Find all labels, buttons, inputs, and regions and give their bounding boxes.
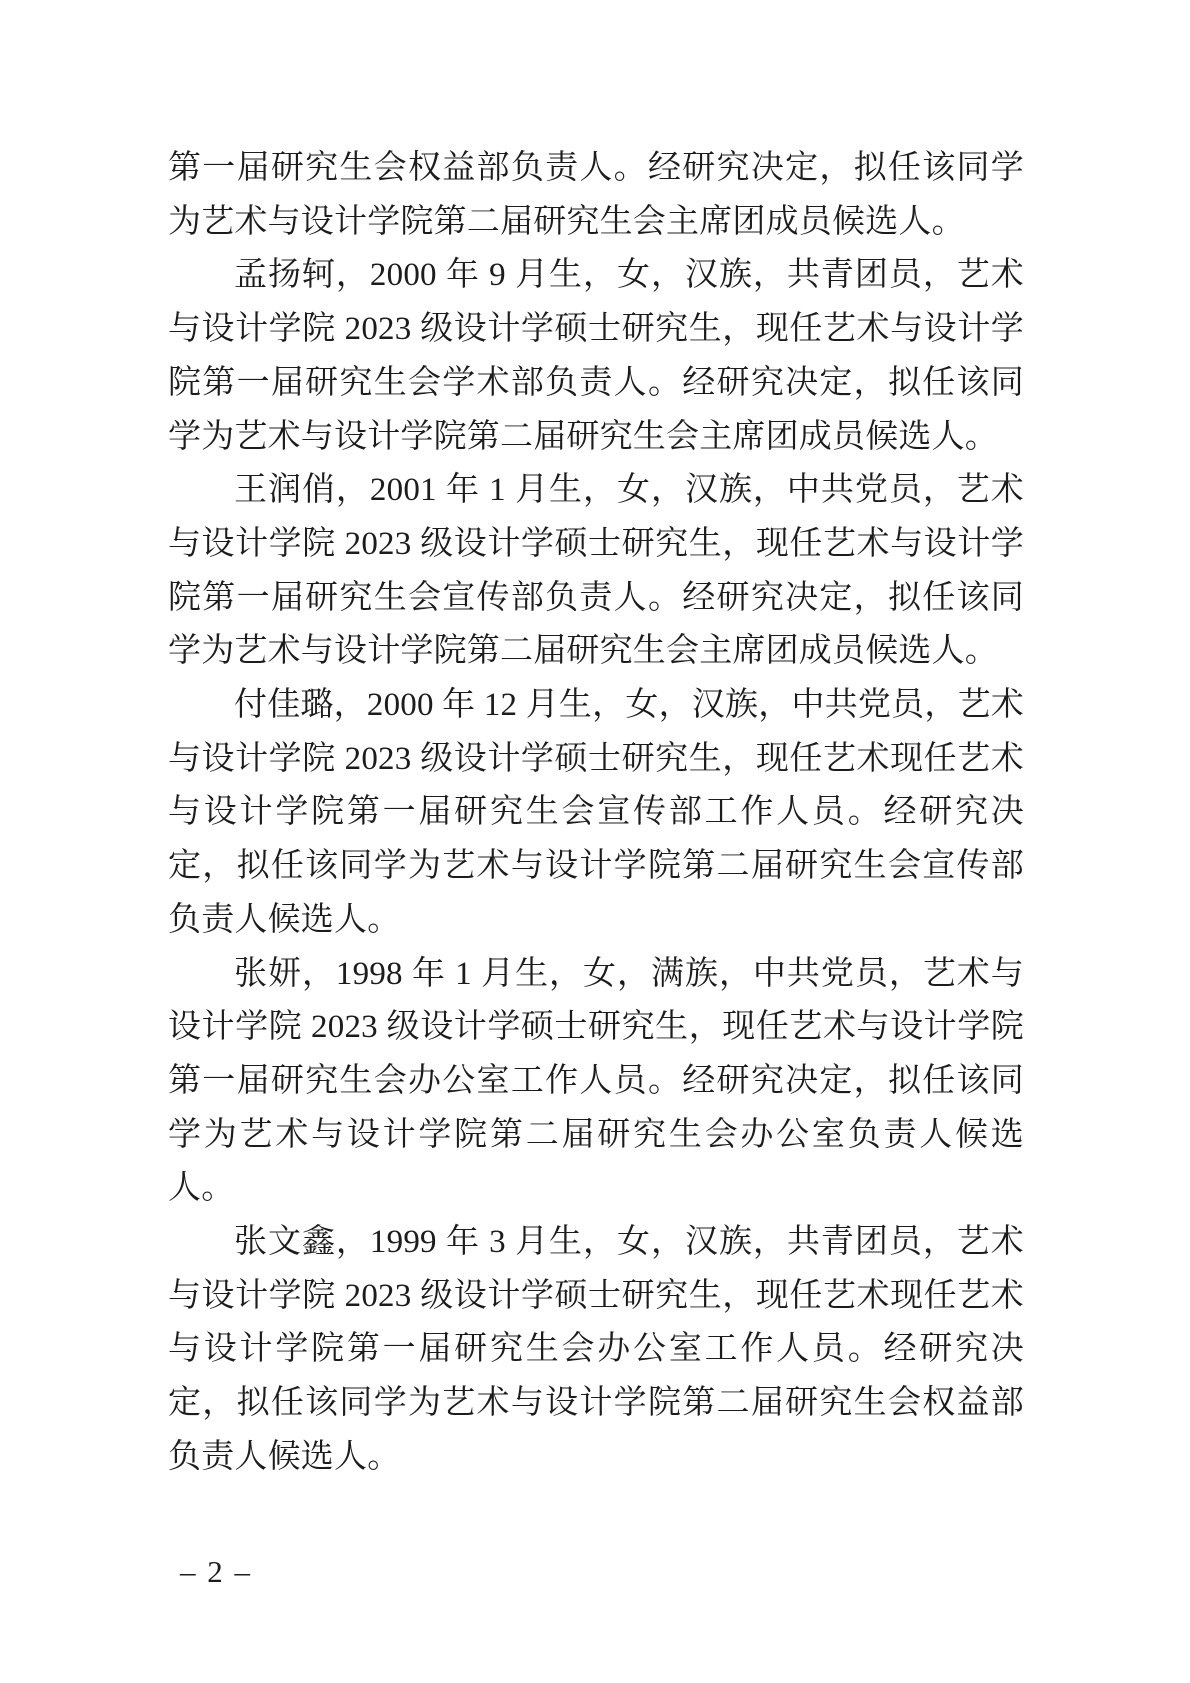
paragraph: 孟扬轲，2000 年 9 月生，女，汉族，共青团员，艺术与设计学院 2023 级设计学硕士研究生，现任艺术与设计学院第一届研究生会学术部负责人。经研究决定，拟任该同学为艺术与设计学院第二届研究生会主席团成员候选人。 [168,257,1024,455]
paragraph: 付佳璐，2000 年 12 月生，女，汉族，中共党员，艺术与设计学院 2023 级设计学硕士研究生，现任艺术现任艺术与设计学院第一届研究生会宣传部工作人员。经研究决定，拟任该同学为艺术与设计学院第二届研究生会宣传部负责人候选人。 [168,687,1024,938]
paragraph: 张文鑫，1999 年 3 月生，女，汉族，共青团员，艺术与设计学院 2023 级设计学硕士研究生，现任艺术现任艺术与设计学院第一届研究生会办公室工作人员。经研究决定，拟任该同学为艺术与设计学院第二届研究生会权益部负责人候选人。 [168,1224,1024,1475]
paragraph: 第一届研究生会权益部负责人。经研究决定，拟任该同学为艺术与设计学院第二届研究生会主席团成员候选人。 [168,150,1024,240]
document-body [168,142,1024,1485]
page-number: – 2 – [180,1554,252,1589]
paragraph: 王润俏，2001 年 1 月生，女，汉族，中共党员，艺术与设计学院 2023 级设计学硕士研究生，现任艺术与设计学院第一届研究生会宣传部负责人。经研究决定，拟任该同学为艺术与设计学院第二届研究生会主席团成员候选人。 [168,472,1024,670]
paragraph: 张妍，1998 年 1 月生，女，满族，中共党员，艺术与设计学院 2023 级设计学硕士研究生，现任艺术与设计学院第一届研究生会办公室工作人员。经研究决定，拟任该同学为艺术与设计学院第二届研究生会办公室负责人候选人。 [168,955,1024,1207]
